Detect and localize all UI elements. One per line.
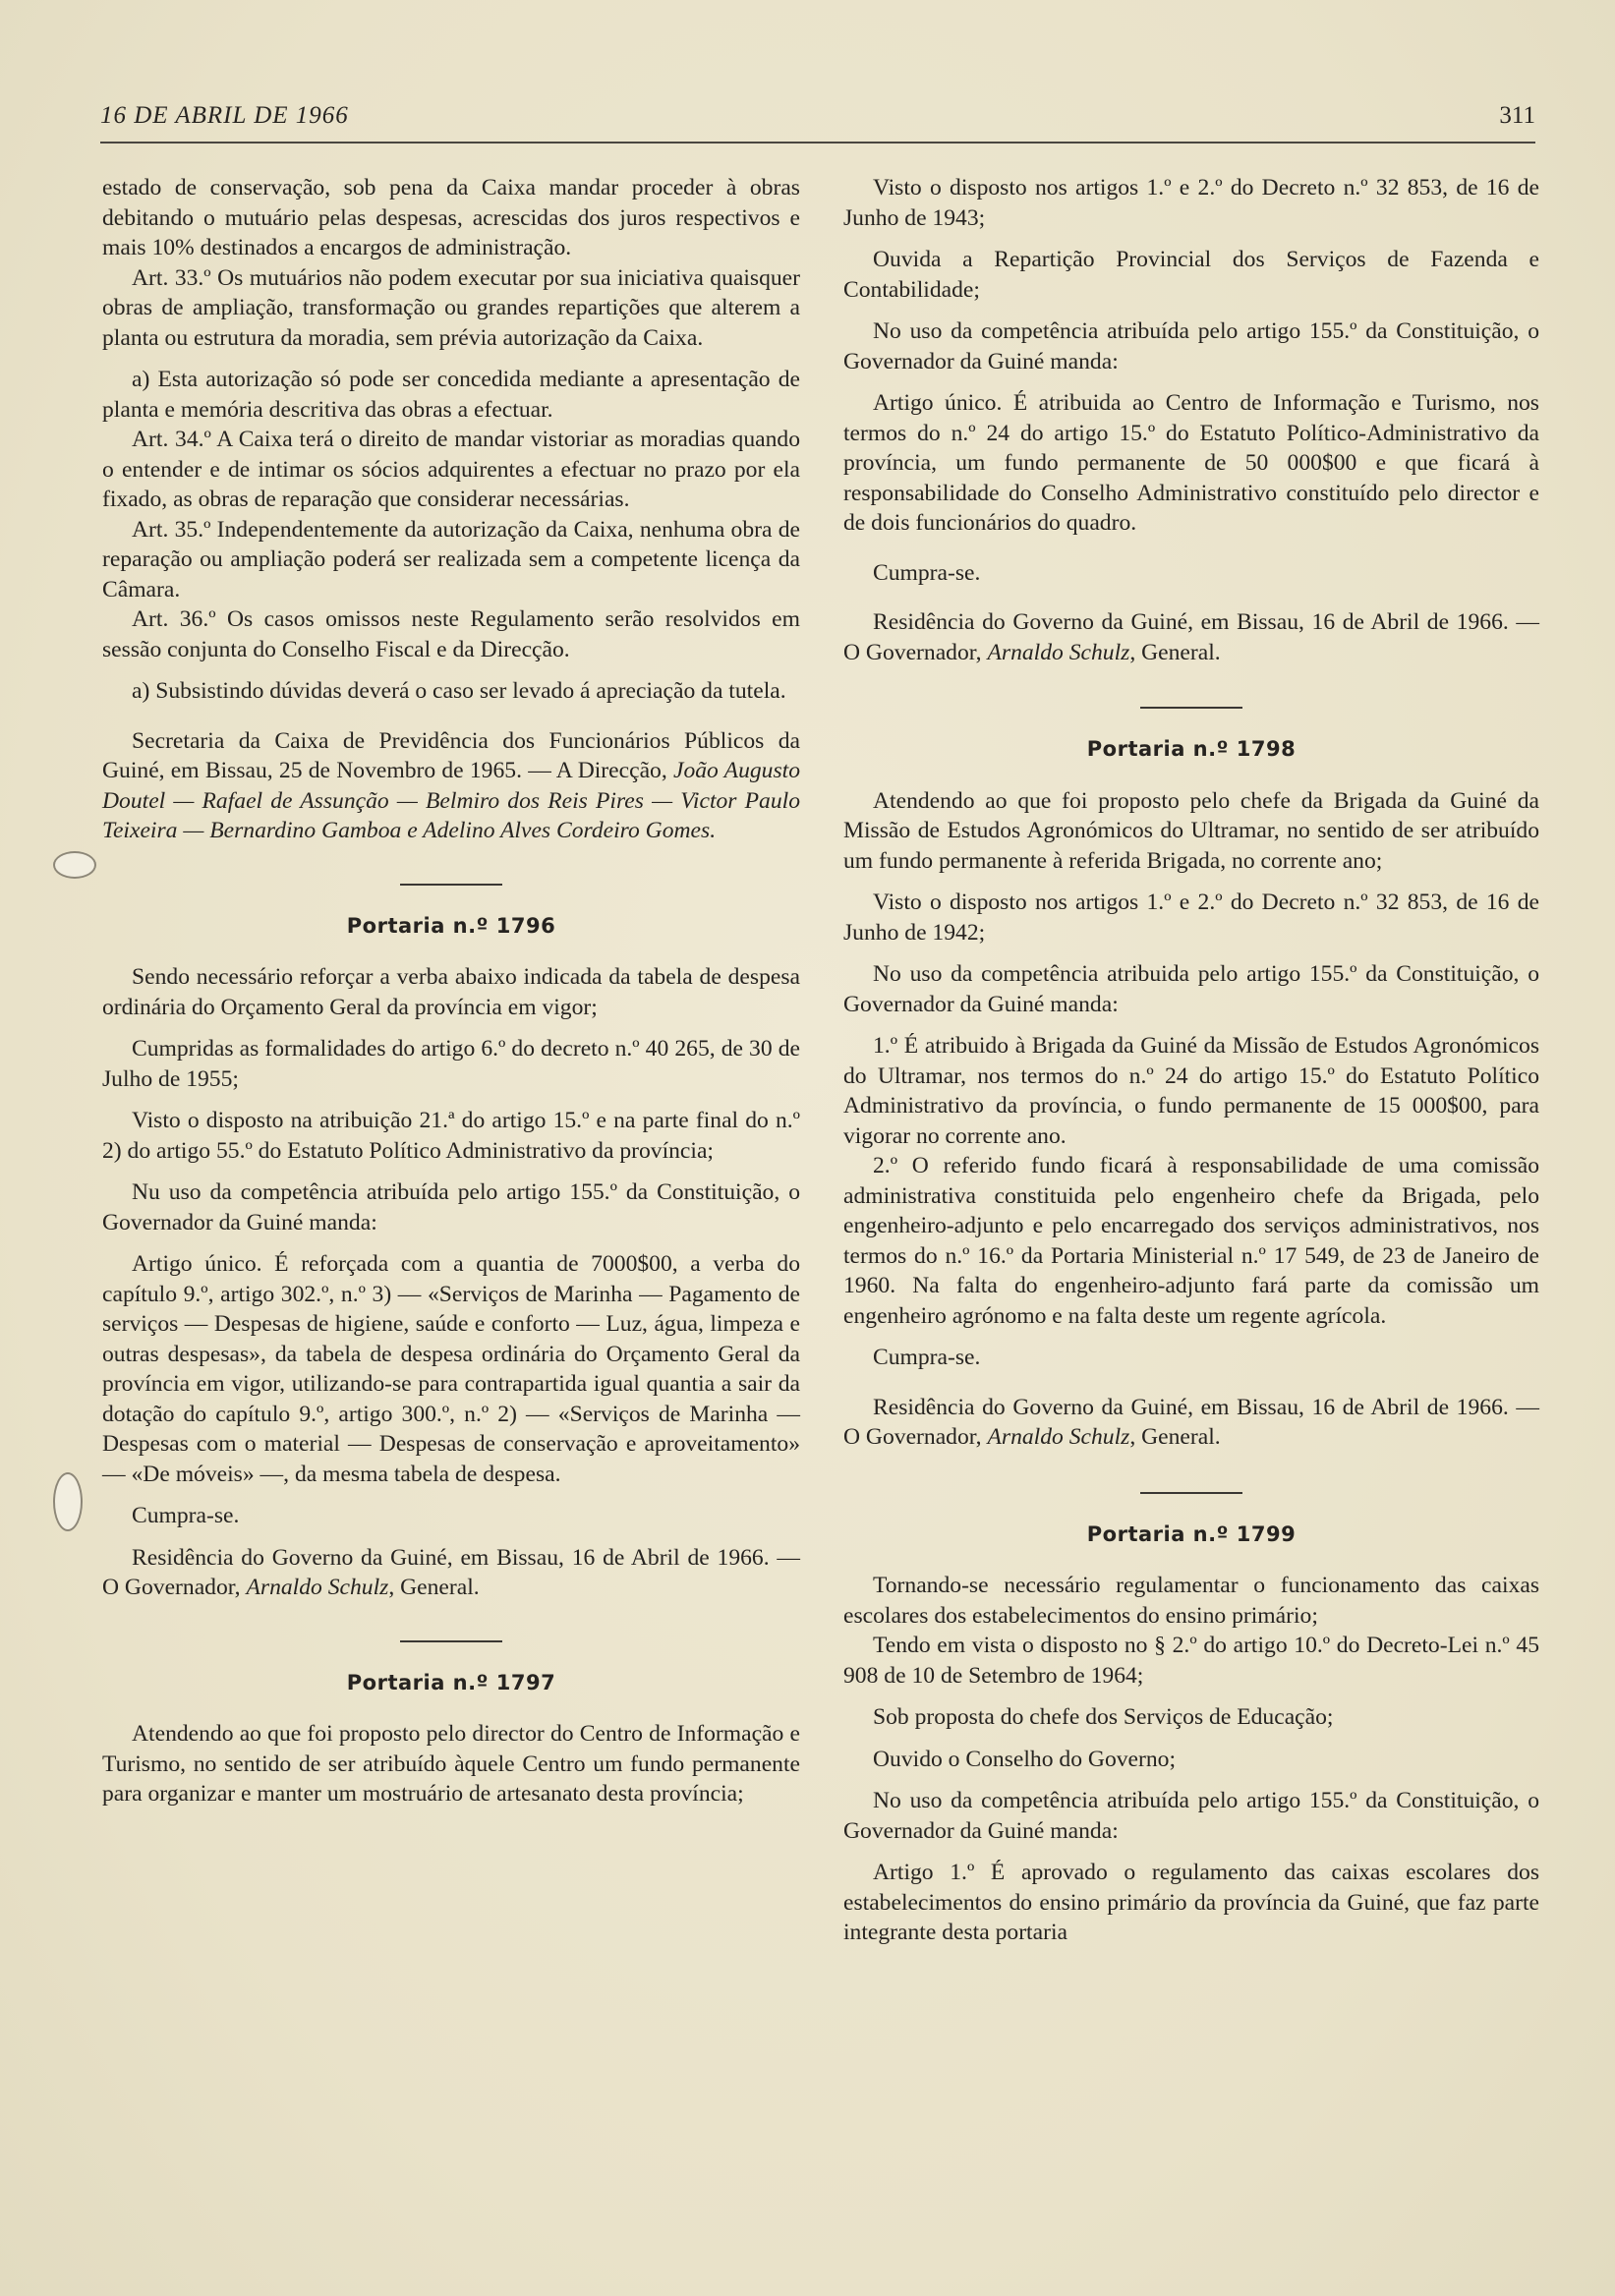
paragraph: Visto o disposto nos artigos 1.º e 2.º do Decreto n.º 32 853, de 16 de Junho de 1943; [843, 175, 1539, 231]
paragraph: Visto o disposto na atribuição 21.ª do artigo 15.º e na parte final do n.º 2) do artigo 55.º do Estatuto Político Administrativo da província; [102, 1108, 800, 1164]
paragraph: Tendo em vista o disposto no § 2.º do artigo 10.º do Decreto-Lei n.º 45 908 de 10 de Setembro de 1964; [843, 1633, 1539, 1689]
secretaria-text: Secretaria da Caixa de Previdência dos Funcionários Públicos da Guiné, em Bissau, 25 de Novembro de 1965. — A Direcção, [102, 727, 800, 783]
residencia-paragraph [843, 607, 1539, 667]
paragraph: Nu uso da competência atribuída pelo artigo 155.º da Constituição, o Governador da Guiné manda: [102, 1179, 800, 1235]
paragraph: Ouvida a Repartição Provincial dos Serviços de Fazenda e Contabilidade; [843, 247, 1539, 303]
portaria-heading: Portaria n.º 1799 [1086, 1521, 1297, 1546]
paragraph: Artigo único. É reforçada com a quantia de 7000$00, a verba do capítulo 9.º, artigo 302.º, n.º 3) — «Serviços de Marinha — Pagamento de serviços — Despesas de higiene, saúde e conforto — Luz, água, limpeza e outras despesas», da tabela de despesa ordinária do Orçamento Geral da província em vigor, utilizando-se para contrapartida igual quantia a sair da dotação do capítulo 9.º, artigo 300.º, n.º 2) — «Serviços de Marinha — Despesas com o material — Despesas de conservação e aproveitamento» — «De móveis» —, da mesma tabela de despesa. [102, 1251, 800, 1487]
paragraph: Art. 36.º Os casos omissos neste Regulamento serão resolvidos em sessão conjunta do Conselho Fiscal e da Direcção. [102, 606, 800, 662]
paragraph: Cumpra-se. [873, 559, 981, 586]
residencia-paragraph [843, 1393, 1539, 1453]
paragraph: Atendendo ao que foi proposto pelo chefe da Brigada da Guiné da Missão de Estudos Agronómicos do Ultramar, no sentido de ser atribuído um fundo permanente à referida Brigada, no corrente ano; [843, 787, 1539, 874]
paragraph: Visto o disposto nos artigos 1.º e 2.º do Decreto n.º 32 853, de 16 de Junho de 1942; [843, 890, 1539, 946]
paragraph: a) Esta autorização só pode ser concedida mediante a apresentação de planta e memória descritiva das obras a efectuar. [102, 367, 800, 423]
paragraph: No uso da competência atribuída pelo artigo 155.º da Constituição, o Governador da Guiné manda: [843, 318, 1539, 374]
residencia-text: Residência do Governo da Guiné, em Bissau, 16 de Abril de 1966. — O Governador, [843, 1394, 1539, 1450]
section-divider [400, 1640, 502, 1642]
paper-tear-mark [53, 1472, 83, 1531]
paragraph: Art. 33.º Os mutuários não podem executar por sua iniciativa quaisquer obras de ampliação, transformação ou grandes repartições que alterem a planta ou estrutura da moradia, sem prévia autorização da Caixa. [102, 264, 800, 351]
paragraph: 1.º É atribuido à Brigada da Guiné da Missão de Estudos Agronómicos do Ultramar, nos termos do n.º 24 do artigo 15.º do Estatuto Político Administrativo da província, o fundo permanente de 15 000$00, para vigorar no corrente ano. [843, 1033, 1539, 1149]
residencia-paragraph [102, 1543, 800, 1603]
residencia-suffix: , General. [1129, 1424, 1221, 1450]
paragraph: Artigo único. É atribuida ao Centro de Informação e Turismo, nos termos do n.º 24 do artigo 15.º do Estatuto Político-Administrativo da província, um fundo permanente de 50 000$00 e que ficará à responsabilidade do Conselho Administrativo constituído pelo director e de dois funcionários do quadro. [843, 390, 1539, 536]
paragraph: Atendendo ao que foi proposto pelo director do Centro de Informação e Turismo, no sentido de ser atribuído àquele Centro um fundo permanente para organizar e manter um mostruário de artesanato desta província; [102, 1721, 800, 1807]
portaria-heading: Portaria n.º 1798 [1086, 737, 1297, 761]
residencia-suffix: , General. [1129, 639, 1221, 665]
paper-tear-mark [53, 851, 96, 879]
signature-paragraph [102, 726, 800, 846]
paragraph: Ouvido o Conselho do Governo; [873, 1746, 1177, 1772]
paragraph: Cumpridas as formalidades do artigo 6.º do decreto n.º 40 265, de 30 de Julho de 1955; [102, 1036, 800, 1092]
paragraph: Art. 35.º Independentemente da autorização da Caixa, nenhuma obra de reparação ou ampliação poderá ser realizada sem a competente licença da Câmara. [102, 516, 800, 603]
governor-name: Arnaldo Schulz [246, 1575, 389, 1600]
paragraph: No uso da competência atribuida pelo artigo 155.º da Constituição, o Governador da Guiné manda: [843, 961, 1539, 1017]
header-date: 16 DE ABRIL DE 1966 [100, 102, 349, 129]
paragraph: No uso da competência atribuída pelo artigo 155.º da Constituição, o Governador da Guiné manda: [843, 1788, 1539, 1844]
section-divider [1140, 1492, 1242, 1494]
paragraph: 2.º O referido fundo ficará à responsabilidade de uma comissão administrativa constituida pelo engenheiro chefe da Brigada, pelo engenheiro-adjunto e pelo encarregado dos serviços administrativos, nos termos do n.º 16.º da Portaria Ministerial n.º 17 549, de 23 de Janeiro de 1960. Na falta do engenheiro-adjunto fará parte da comissão um engenheiro agrónomo e na falta deste um regente agrícola. [843, 1153, 1539, 1329]
paragraph: Cumpra-se. [132, 1503, 240, 1528]
section-divider [1140, 707, 1242, 709]
portaria-heading: Portaria n.º 1797 [346, 1670, 556, 1694]
right-column [843, 173, 1539, 1948]
paragraph: Sob proposta do chefe dos Serviços de Educação; [873, 1704, 1334, 1730]
page-header [100, 98, 1535, 144]
residencia-suffix: , General. [388, 1575, 480, 1600]
residencia-text: Residência do Governo da Guiné, em Bissau, 16 de Abril de 1966. — O Governador, [843, 609, 1539, 665]
portaria-heading: Portaria n.º 1796 [346, 913, 556, 938]
signatories: João Augusto Doutel — Rafael de Assunção — Belmiro dos Reis Pires — Victor Paulo Teixeira — Bernardino Gamboa e Adelino Alves Cordeiro Gomes. [102, 758, 800, 843]
paragraph: estado de conservação, sob pena da Caixa mandar proceder à obras debitando o mutuário pelas despesas, acrescidas dos juros respectivos e mais 10% destinados a encargos de administração. [102, 175, 800, 260]
paragraph: Tornando-se necessário regulamentar o funcionamento das caixas escolares dos estabelecimentos do ensino primário; [843, 1573, 1539, 1629]
residencia-text: Residência do Governo da Guiné, em Bissau, 16 de Abril de 1966. — O Governador, [102, 1544, 800, 1600]
paragraph: Cumpra-se. [873, 1345, 981, 1370]
governor-name: Arnaldo Schulz [987, 1424, 1130, 1450]
section-divider [400, 884, 502, 886]
paragraph: Art. 34.º A Caixa terá o direito de mandar vistoriar as moradias quando o entender e de intimar os sócios adquirentes a efectuar no prazo por ela fixado, as obras de reparação que considerar necessárias. [102, 427, 800, 512]
paragraph: Sendo necessário reforçar a verba abaixo indicada da tabela de despesa ordinária do Orçamento Geral da província em vigor; [102, 964, 800, 1020]
governor-name: Arnaldo Schulz [987, 639, 1130, 665]
left-column [102, 173, 800, 1809]
paragraph: Artigo 1.º É aprovado o regulamento das caixas escolares dos estabelecimentos do ensino primário da província da Guiné, que faz parte integrante desta portaria [843, 1860, 1539, 1945]
paragraph: a) Subsistindo dúvidas deverá o caso ser levado á apreciação da tutela. [132, 678, 786, 704]
page-number: 311 [1499, 102, 1535, 129]
